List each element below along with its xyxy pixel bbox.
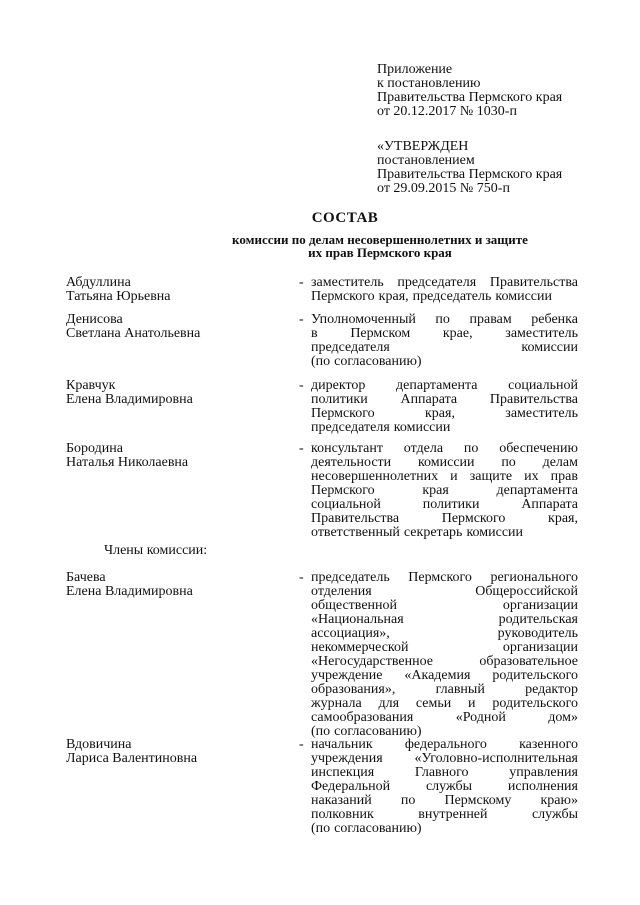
role-line: Пермского края департамента (311, 483, 578, 498)
appendix-line: к постановлению (377, 76, 481, 91)
appendix-line: Приложение (377, 62, 453, 77)
role-line: «Национальная родительская (311, 612, 578, 627)
member-role (311, 442, 578, 540)
member-surname: Вдовичина (66, 737, 132, 752)
member-role (311, 571, 578, 739)
member-given-name: Елена Владимировна (66, 584, 193, 599)
role-line: (по согласованию) (311, 821, 422, 836)
role-line: учреждение «Академия родительского (311, 668, 578, 683)
role-line: Правительства Пермского края, (311, 511, 578, 526)
member-name (66, 442, 286, 470)
member-surname: Абдуллина (66, 275, 131, 290)
role-line: Уполномоченный по правам ребенка (311, 312, 578, 327)
subtitle-line: комиссии по делам несовершеннолетних и защите (232, 232, 528, 247)
role-line: некоммерческой организации (311, 640, 578, 655)
member-given-name: Лариса Валентиновна (66, 751, 198, 766)
approval-line: «УТВЕРЖДЕН (377, 139, 469, 154)
member-given-name: Наталья Николаевна (66, 455, 189, 470)
role-line: образования», главный редактор (311, 682, 578, 697)
member-name (66, 738, 286, 766)
member-given-name: Светлана Анатольевна (66, 326, 201, 341)
role-line: Пермского края, председатель комиссии (311, 289, 552, 304)
role-line: самообразования «Родной дом» (311, 710, 578, 725)
role-line: социальной политики Аппарата (311, 497, 578, 512)
role-line: председателя комиссии (311, 420, 451, 435)
role-line: директор департамента социальной (311, 378, 578, 393)
role-line: Пермского края, заместитель (311, 406, 578, 421)
role-line: (по согласованию) (311, 724, 422, 739)
document-subtitle (60, 233, 640, 259)
role-line: заместитель председателя Правительства (311, 275, 578, 290)
role-line: наказаний по Пермскому краю» (311, 793, 578, 808)
member-surname: Кравчук (66, 378, 116, 393)
member-role (311, 738, 578, 836)
member-surname: Денисова (66, 312, 123, 327)
member-given-name: Татьяна Юрьевна (66, 289, 171, 304)
role-line: деятельности комиссии по делам (311, 455, 578, 470)
role-line: общественной организации (311, 598, 578, 613)
role-line: ассоциация», руководитель (311, 626, 578, 641)
approval-line: Правительства Пермского края (377, 167, 563, 182)
role-line: политики Аппарата Правительства (311, 392, 578, 407)
role-line: в Пермском крае, заместитель (311, 326, 578, 341)
role-line: Федеральной службы исполнения (311, 779, 578, 794)
approval-note (377, 140, 562, 196)
role-line: ответственный секретарь комиссии (311, 525, 524, 540)
role-line: инспекция Главного управления (311, 765, 578, 780)
role-line: председатель Пермского регионального (311, 570, 578, 585)
member-name (66, 571, 286, 599)
role-line: несовершеннолетних и защите их прав (311, 469, 578, 484)
member-name (66, 379, 286, 407)
role-line: председателя комиссии (311, 340, 578, 355)
member-role (311, 379, 578, 435)
document-title: СОСТАВ (311, 210, 379, 226)
member-dash: - (299, 378, 304, 393)
approval-line: постановлением (377, 153, 475, 168)
role-line: (по согласованию) (311, 354, 422, 369)
member-name (66, 313, 286, 341)
role-line: учреждения «Уголовно-исполнительная (311, 751, 578, 766)
role-line: начальник федерального казенного (311, 737, 578, 752)
member-dash: - (299, 441, 304, 456)
member-name (66, 276, 286, 304)
role-line: «Негосударственное образовательное (311, 654, 578, 669)
appendix-line: Правительства Пермского края (377, 90, 563, 105)
member-role (311, 313, 578, 369)
approval-line: от 29.09.2015 № 750-п (377, 181, 510, 196)
appendix-line: от 20.12.2017 № 1030-п (377, 104, 517, 119)
member-surname: Бачева (66, 570, 106, 585)
member-dash: - (299, 570, 304, 585)
member-surname: Бородина (66, 441, 123, 456)
member-dash: - (299, 737, 304, 752)
member-dash: - (299, 275, 304, 290)
subtitle-line: их прав Пермского края (308, 245, 452, 260)
member-given-name: Елена Владимировна (66, 392, 193, 407)
appendix-note (377, 63, 562, 119)
role-line: полковник внутренней службы (311, 807, 578, 822)
role-line: отделения Общероссийской (311, 584, 578, 599)
members-section-label: Члены комиссии: (104, 543, 208, 558)
role-line: журнала для семьи и родительского (311, 696, 578, 711)
member-dash: - (299, 312, 304, 327)
role-line: консультант отдела по обеспечению (311, 441, 578, 456)
member-role (311, 276, 578, 304)
